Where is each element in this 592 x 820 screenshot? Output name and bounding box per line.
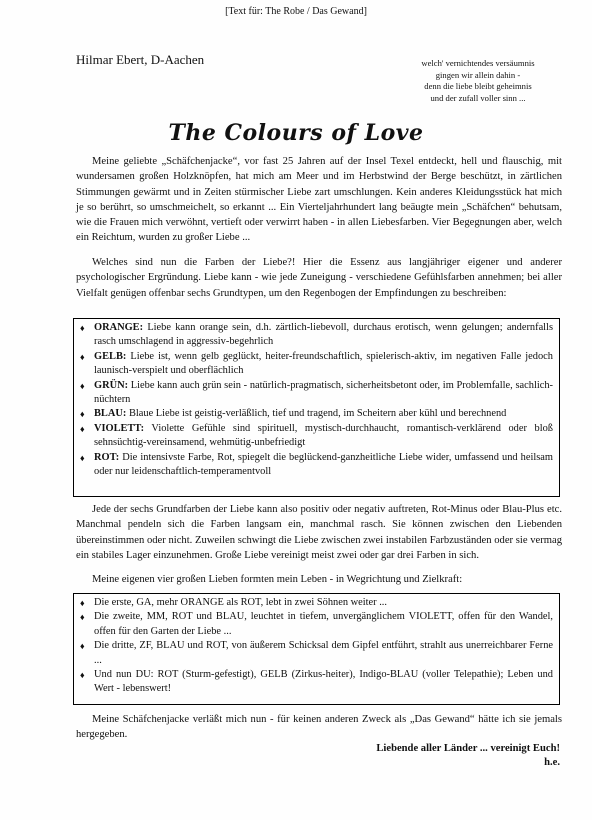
color-text: Blaue Liebe ist geistig-verläßlich, tief und tragend, im Scheitern aber kühl und berechnend	[126, 408, 507, 420]
color-item-violett	[80, 422, 553, 451]
color-text: Liebe kann orange sein, d.h. zärtlich-liebevoll, durchaus erotisch, wenn gelungen; andernfalls rasch umschlagend in aggressiv-begehrlich	[94, 322, 553, 348]
love-item	[80, 596, 553, 610]
love-text: Die zweite, MM, ROT und BLAU, leuchtet in tiefem, unvergänglichem VIOLETT, offen für den Wandel, offen für den Garten der Liebe ...	[94, 611, 553, 637]
color-key: ROT:	[94, 451, 120, 463]
poem-line: und der zufall voller sinn ...	[430, 92, 526, 103]
color-key: GELB:	[94, 350, 127, 362]
author-line: Hilmar Ebert, D-Aachen	[76, 52, 205, 67]
poem-line: welch' vernichtendes versäumnis	[421, 58, 535, 68]
color-item-blau	[80, 407, 553, 421]
diamond-bullet-icon: ♦	[80, 641, 85, 652]
color-key: GRÜN:	[94, 379, 129, 391]
diamond-bullet-icon: ♦	[80, 598, 85, 608]
love-item	[80, 639, 553, 668]
color-item-orange	[80, 321, 553, 350]
colors-intro-paragraph: Welches sind nun die Farben der Liebe?! Hier die Essenz aus langjähriger eigener und anderer psychologischer Ergründung. Liebe kann - wie jede Zuneigung - verschiedene Gefühlsfarben annehmen; bei aller Vielfalt genügen offenbar sechs Grundtypen, um den Regenbogen der Empfindungen zu beschreiben:	[76, 257, 562, 299]
signature-initials: h.e.	[544, 757, 560, 768]
diamond-bullet-icon: ♦	[80, 423, 85, 434]
page-title: The Colours of Love	[168, 120, 424, 146]
color-item-rot	[80, 451, 553, 480]
poem-line: gingen wir allein dahin -	[435, 69, 521, 80]
color-text: Liebe kann auch grün sein - natürlich-pragmatisch, sicherheitsbetont oder, im Problemfalle, sachlich-nüchtern	[94, 379, 553, 406]
diamond-bullet-icon: ♦	[80, 380, 85, 391]
color-text: Violette Gefühle sind spirituell, mystisch-durchhaucht, romantisch-verklärend oder bloß sehnsüchtig-vereinsamend, wehmütig-unbefriedigt	[94, 422, 553, 449]
closing-slogan: Liebende aller Länder ... vereinigt Euch!	[376, 743, 560, 754]
color-item-gruen	[80, 379, 553, 408]
intro-paragraph: Meine geliebte „Schäfchenjacke“, vor fast 25 Jahren auf der Insel Texel entdeckt, hell und flauschig, mit wundersamen großen Holzknöpfen, hat mich am Meer und im Herbstwind der Berge beschützt, in zärtlichen Stimmungen gewärmt und in Zeiten stürmischer Liebe zart umschlungen. Kein anderes Kleidungsstück hat mich je so berührt, so umschmeichelt, so erkannt ... Ein Vierteljahrhundert lang beäugte mein „Schäfchen“ behutsam, wie die Frauen mich verwöhnt, vertieft oder verwirrt haben - in allen Liebesfarben. Vier Begegnungen aber, welch ein Reichtum, wurden zu großer Liebe ...	[76, 156, 562, 244]
loves-box	[73, 593, 560, 705]
diamond-bullet-icon: ♦	[80, 351, 85, 362]
love-item	[80, 668, 553, 697]
love-text: Die dritte, ZF, BLAU und ROT, von äußerem Schicksal dem Gipfel entführt, strahlt aus unerreichbarer Ferne ...	[94, 640, 553, 666]
color-text: Die intensivste Farbe, Rot, spiegelt die beglückend-ganzheitliche Liebe wider, umfassend und heilsam oder nur leidenschaftlich-temperamentvoll	[94, 451, 553, 478]
color-item-gelb	[80, 350, 553, 379]
colors-explanation-paragraph: Jede der sechs Grundfarben der Liebe kann also positiv oder negativ auftreten, Rot-Minus oder Blau-Plus etc. Manchmal pendeln sich die Farben langsam ein, manchmal rasch. Sie können zwischen den Liebenden übereinstimmen oder nicht. Zuweilen schwingt die Liebe zwischen zwei instabilen Farbzuständen oder sie vermag ein stabiles Lager einzunehmen. Große Liebe vereinigt meist zwei oder gar drei Farben in sich.	[76, 504, 562, 561]
diamond-bullet-icon: ♦	[80, 670, 85, 681]
signature-block	[376, 742, 560, 770]
diamond-bullet-icon: ♦	[80, 409, 85, 420]
diamond-bullet-icon: ♦	[80, 323, 85, 333]
love-item	[80, 610, 553, 639]
colors-box	[73, 318, 560, 497]
diamond-bullet-icon: ♦	[80, 452, 85, 463]
epigraph-poem	[398, 58, 558, 104]
poem-line: denn die liebe bleibt geheimnis	[424, 81, 532, 91]
header-note-text: [Text für: The Robe / Das Gewand]	[225, 6, 367, 17]
color-key: ORANGE:	[94, 322, 144, 333]
love-text: Die erste, GA, mehr ORANGE als ROT, lebt in zwei Söhnen weiter ...	[94, 597, 387, 608]
color-key: BLAU:	[94, 408, 127, 420]
closing-paragraph: Meine Schäfchenjacke verläßt mich nun - für keinen anderen Zweck als „Das Gewand“ hätte ich sie jemals hergegeben.	[76, 714, 562, 741]
color-key: VIOLETT:	[94, 422, 145, 434]
love-text: Und nun DU: ROT (Sturm-gefestigt), GELB (Zirkus-heiter), Indigo-BLAU (voller Telepathie); Leben und Wert - lebenswert!	[94, 669, 553, 695]
loves-intro-paragraph: Meine eigenen vier großen Lieben formten mein Leben - in Wegrichtung und Zielkraft:	[92, 574, 463, 585]
diamond-bullet-icon: ♦	[80, 612, 85, 623]
color-text: Liebe ist, wenn gelb geglückt, heiter-freundschaftlich, spielerisch-aktiv, im negativen Falle jedoch launisch-verspielt und oberflächlich	[94, 350, 553, 377]
header-note	[0, 6, 592, 17]
